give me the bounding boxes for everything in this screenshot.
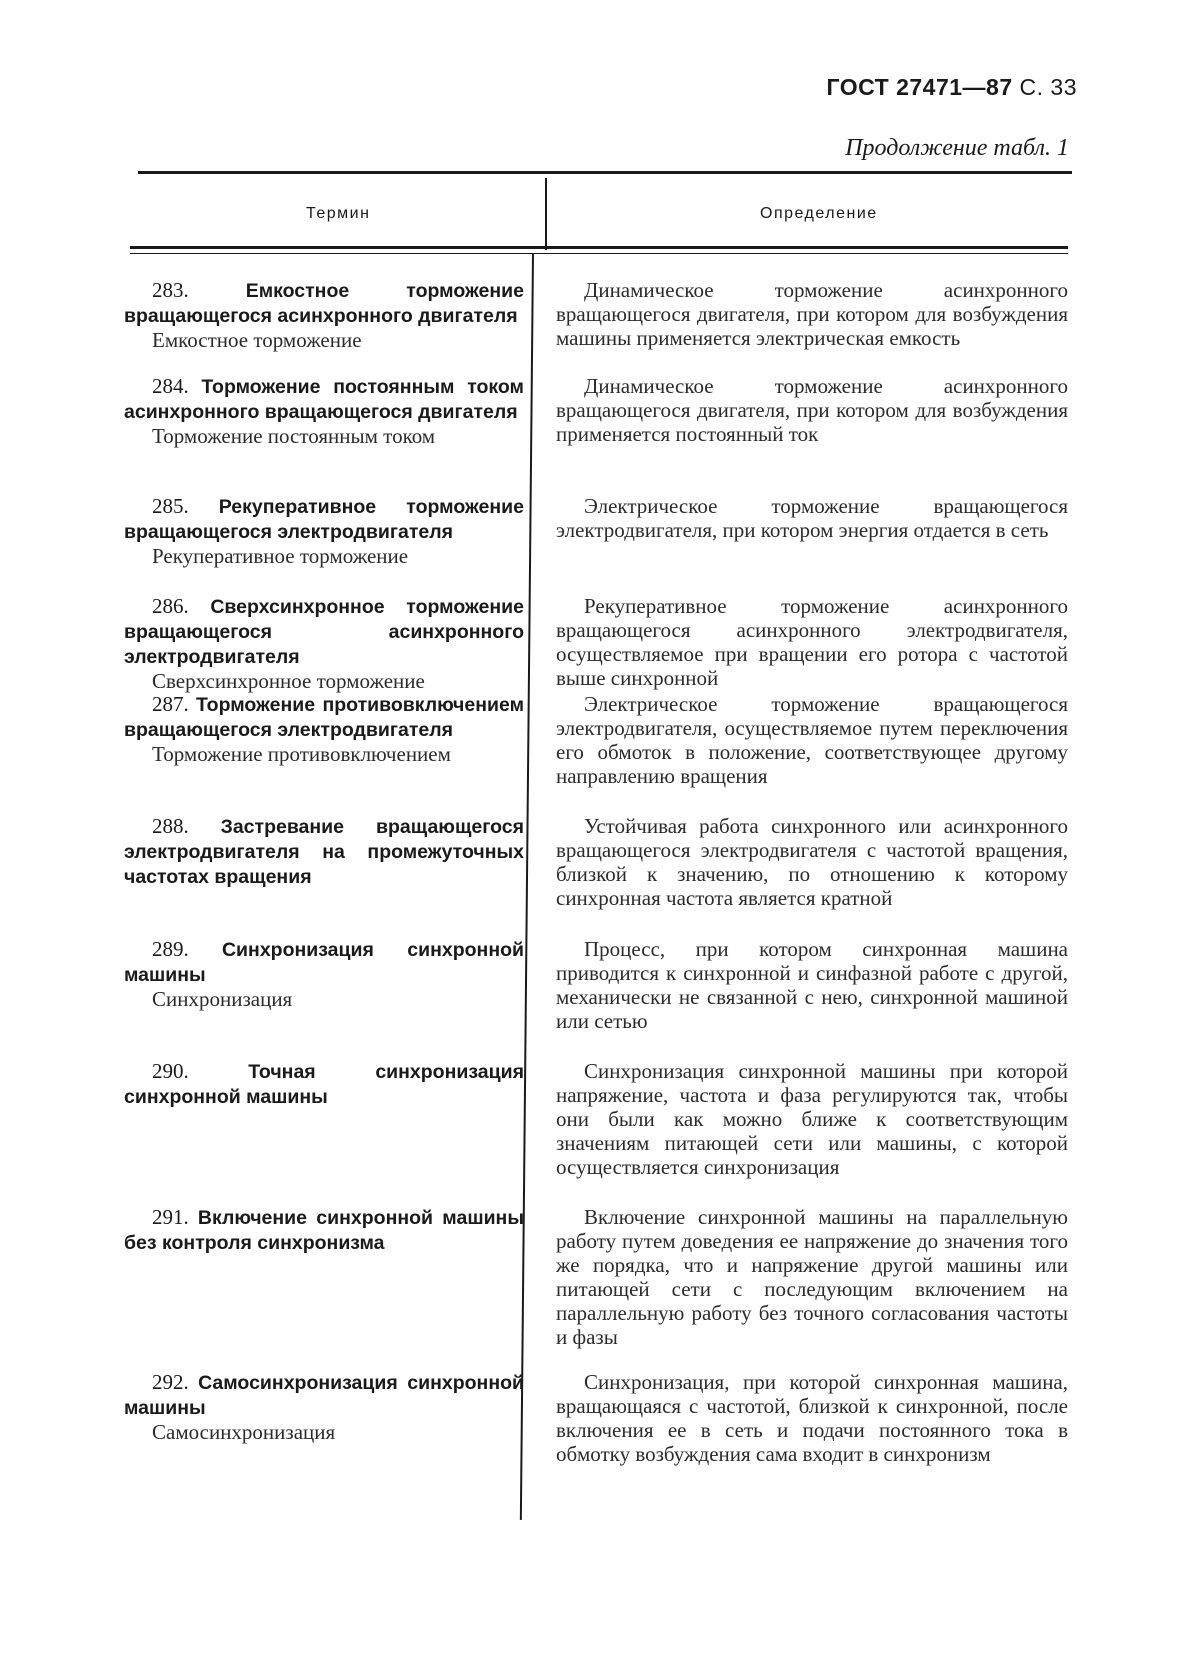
column-header-definition: Определение (760, 205, 878, 222)
standard-number: ГОСТ 27471—87 (826, 74, 1013, 100)
term-cell-284 (124, 374, 524, 448)
term-name: Точная синхронизация синхронной машины (124, 1061, 524, 1108)
definition-text: Устойчивая работа синхронного или асинхронного вращающегося электродвигателя с частотой вращения, близкой к значению, по отношению к которому синхронная частота является кратной (556, 814, 1068, 910)
term-name: Синхронизация синхронной машины (124, 939, 524, 986)
term-name: Включение синхронной машины без контроля синхронизма (124, 1207, 524, 1254)
definition-cell-289 (556, 937, 1068, 1033)
definition-text: Синхронизация синхронной машины при которой напряжение, частота и фаза регулируются так, чтобы они были как можно ближе к соответствующим значениям питающей сети или машины, с которой осуществляется синхронизация (556, 1059, 1068, 1179)
definition-text: Рекуперативное торможение асинхронного вращающегося асинхронного электродвигателя, осуществляемое при вращении его ротора с частотой выше синхронной (556, 594, 1068, 690)
term-number: 284. (152, 374, 189, 398)
definition-cell-283 (556, 278, 1068, 350)
term-number: 285. (152, 494, 189, 518)
term-number: 287. (152, 692, 189, 716)
definition-text: Процесс, при котором синхронная машина приводится к синхронной и синфазной работе с другой, механически не связанной с нею, синхронной машиной или сетью (556, 937, 1068, 1033)
term-number: 292. (152, 1370, 189, 1394)
term-name: Торможение постоянным током асинхронного вращающегося двигателя (124, 376, 524, 423)
definition-cell-290 (556, 1059, 1068, 1179)
header-double-rule (130, 246, 1068, 254)
term-cell-289 (124, 937, 524, 1011)
term-short-form: Торможение противовключением (152, 742, 451, 766)
page-header (826, 74, 1077, 101)
term-short-form: Торможение постоянным током (152, 424, 436, 448)
table-continuation-label: Продолжение табл. 1 (845, 135, 1069, 161)
table-top-rule (138, 171, 1072, 174)
term-cell-283 (124, 278, 524, 352)
term-cell-292 (124, 1370, 524, 1444)
term-short-form: Емкостное торможение (152, 328, 362, 352)
definition-cell-288 (556, 814, 1068, 910)
term-cell-285 (124, 494, 524, 568)
page-number: С. 33 (1019, 74, 1077, 100)
definition-cell-284 (556, 374, 1068, 446)
term-short-form: Рекуперативное торможение (152, 544, 409, 568)
term-cell-291 (124, 1205, 524, 1255)
term-short-form: Сверхсинхронное торможение (152, 669, 425, 693)
term-name: Емкостное торможение вращающегося асинхронного двигателя (124, 280, 525, 327)
term-short-form: Самосинхронизация (152, 1420, 336, 1444)
definition-cell-291 (556, 1205, 1068, 1349)
term-short-form: Синхронизация (152, 987, 293, 1011)
definition-cell-285 (556, 494, 1068, 542)
column-header-term: Термин (306, 205, 371, 222)
definition-text: Электрическое торможение вращающегося электродвигателя, при котором энергия отдается в сеть (556, 494, 1068, 542)
definition-cell-286 (556, 594, 1068, 690)
definition-text: Динамическое торможение асинхронного вращающегося двигателя, при котором для возбуждения машины применяется электрическая емкость (556, 278, 1068, 350)
definition-cell-287 (556, 692, 1068, 788)
term-name: Застревание вращающегося электродвигателя на промежуточных частотах вращения (124, 816, 525, 888)
header-column-divider (545, 178, 547, 250)
definition-text: Включение синхронной машины на параллельную работу путем доведения ее напряжение до значения того же порядка, что и напряжение другой машины или питающей сети с последующим включением на параллельную работу без точного согласования частоты и фазы (556, 1205, 1068, 1349)
term-number: 286. (152, 594, 189, 618)
term-cell-288 (124, 814, 524, 889)
term-cell-286 (124, 594, 524, 693)
term-number: 291. (152, 1205, 189, 1229)
term-number: 288. (152, 814, 189, 838)
definition-text: Синхронизация, при которой синхронная машина, вращающаяся с частотой, близкой к синхронной, после включения ее в сеть и подачи постоянного тока в обмотку возбуждения сама входит в синхронизм (556, 1370, 1068, 1466)
term-cell-290 (124, 1059, 524, 1109)
term-cell-287 (124, 692, 524, 766)
definition-text: Динамическое торможение асинхронного вращающегося двигателя, при котором для возбуждения применяется постоянный ток (556, 374, 1068, 446)
term-number: 289. (152, 937, 189, 961)
term-name: Самосинхронизация синхронной машины (124, 1372, 524, 1419)
term-number: 290. (152, 1059, 189, 1083)
term-number: 283. (152, 278, 189, 302)
term-name: Торможение противовключением вращающегося электродвигателя (124, 694, 524, 741)
definition-text: Электрическое торможение вращающегося электродвигателя, осуществляемое путем переключения его обмоток в положение, соответствующее другому направлению вращения (556, 692, 1068, 788)
term-name: Сверхсинхронное торможение вращающегося асинхронного электродвигателя (124, 596, 525, 668)
definition-cell-292 (556, 1370, 1068, 1466)
term-name: Рекуперативное торможение вращающегося электродвигателя (124, 496, 524, 543)
